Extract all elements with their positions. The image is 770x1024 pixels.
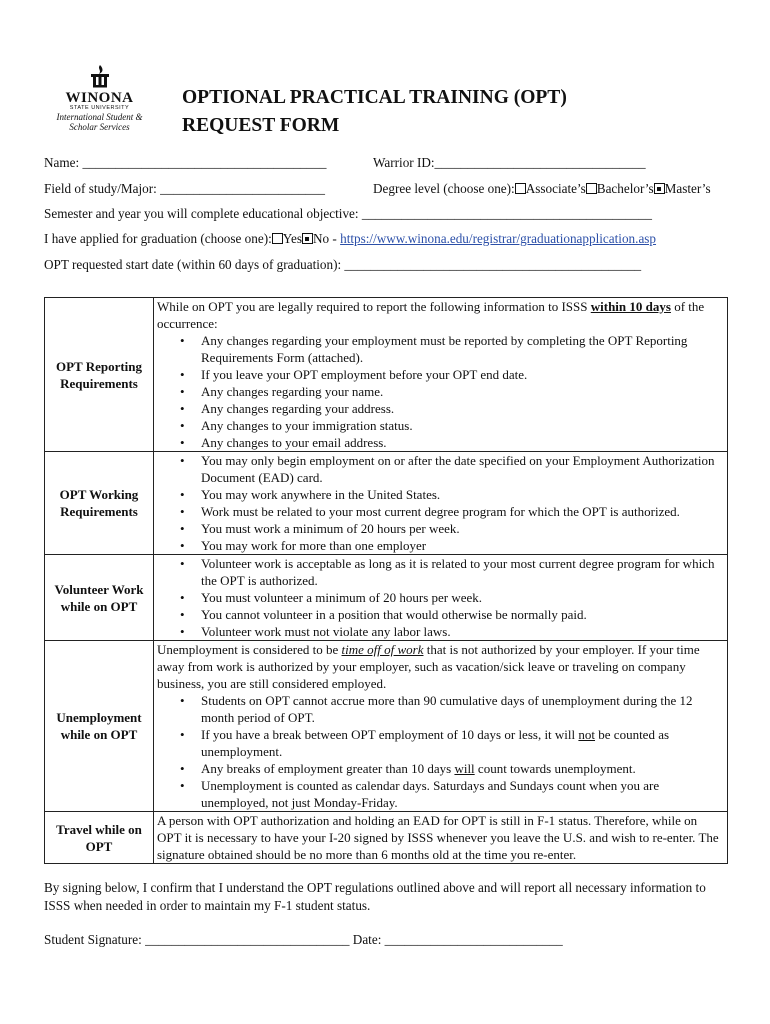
- reporting-list: [157, 332, 723, 451]
- list-item: • You may only begin employment on or after the date specified on your Employment Authorization Document (EAD) card.: [201, 452, 723, 486]
- graduation-label: I have applied for graduation (choose one):: [44, 231, 272, 246]
- graduation-group: [44, 231, 656, 247]
- list-item: • You cannot volunteer in a position that would otherwise be normally paid.: [201, 606, 723, 623]
- requirements-table: [44, 297, 728, 864]
- list-item: • Any changes regarding your address.: [201, 400, 723, 417]
- associates-label: Associate’s: [525, 181, 586, 196]
- reporting-content: [154, 298, 728, 452]
- table-row-unemployment: [45, 641, 728, 812]
- item-text-end: count towards unemployment.: [474, 761, 636, 776]
- reporting-heading: OPT Reporting Requirements: [45, 298, 154, 452]
- item-emphasis: not: [578, 727, 596, 742]
- confirmation-statement: By signing below, I confirm that I understand the OPT regulations outlined above and will report all necessary information to ISSS when needed in order to maintain my F-1 student status.: [44, 880, 706, 913]
- unemployment-intro-text: Unemployment is considered to be: [157, 642, 342, 657]
- working-list: [157, 452, 723, 554]
- reporting-intro-end: of the occurrence:: [157, 299, 705, 331]
- list-item: • You must work a minimum of 20 hours per week.: [201, 520, 723, 537]
- unemployment-intro-end: that is not authorized by your employer. If your time away from work is authorized by your employer, such as vacation/sick leave or traveling on company business, you are still considered employed.: [157, 642, 700, 691]
- item-emphasis: will: [454, 761, 475, 776]
- working-heading: OPT Working Requirements: [45, 452, 154, 555]
- table-row-working: [45, 452, 728, 555]
- table-row-reporting: [45, 298, 728, 452]
- opt-start-date-field[interactable]: OPT requested start date (within 60 days of graduation): _____________________________________________: [44, 257, 642, 272]
- field-of-study-field[interactable]: Field of study/Major: _________________________: [44, 181, 325, 196]
- travel-content: A person with OPT authorization and holding an EAD for OPT is still in F-1 status. Therefore, while on OPT it is necessary to have your I-20 signed by ISSS whenever you leave the U.S. and wish to re-enter. The signature obtained should be no more than 6 months old at the time you re-enter.: [154, 812, 728, 864]
- bachelors-label: Bachelor’s: [596, 181, 654, 196]
- volunteer-heading: Volunteer Work while on OPT: [45, 555, 154, 641]
- torch-crest-icon: [85, 64, 115, 90]
- logo-department-line2: Scholar Services: [69, 122, 130, 132]
- list-item: [201, 760, 723, 777]
- list-item: [201, 726, 723, 760]
- item-text: If you have a break between OPT employment of 10 days or less, it will: [201, 727, 579, 742]
- volunteer-list: [157, 555, 723, 640]
- volunteer-content: [154, 555, 728, 641]
- unemployment-heading: Unemployment while on OPT: [45, 641, 154, 812]
- graduation-yes-checkbox[interactable]: [272, 233, 283, 244]
- list-item: • Unemployment is counted as calendar days. Saturdays and Sundays count when you are unemployed, not just Monday-Friday.: [201, 777, 723, 811]
- reporting-intro-emphasis: within 10 days: [590, 299, 671, 314]
- list-item: • Any changes regarding your employment must be reported by completing the OPT Reporting Requirements Form (attached).: [201, 332, 723, 366]
- list-item: • Students on OPT cannot accrue more than 90 cumulative days of unemployment during the 12 month period of OPT.: [201, 692, 723, 726]
- travel-heading: Travel while on OPT: [45, 812, 154, 864]
- semester-field[interactable]: Semester and year you will complete educational objective: ____________________________________________: [44, 206, 652, 221]
- table-row-travel: [45, 812, 728, 864]
- logo-wordmark: WINONA: [65, 90, 134, 106]
- item-text-end: be counted as unemployment.: [201, 727, 670, 759]
- list-item: • Volunteer work must not violate any labor laws.: [201, 623, 723, 640]
- university-logo: [52, 64, 147, 144]
- form-title-line2: REQUEST FORM: [182, 115, 340, 136]
- unemployment-intro: [157, 641, 723, 692]
- list-item: • Any changes to your immigration status.: [201, 417, 723, 434]
- logo-department-line1: International Student &: [56, 112, 143, 122]
- logo-subtitle: STATE UNIVERSITY: [69, 105, 130, 111]
- list-item: • Any changes regarding your name.: [201, 383, 723, 400]
- associates-checkbox[interactable]: [515, 183, 526, 194]
- reporting-intro: [157, 298, 723, 332]
- working-content: [154, 452, 728, 555]
- graduation-no-checkbox[interactable]: [302, 233, 313, 244]
- form-title-line1: OPTIONAL PRACTICAL TRAINING (OPT): [182, 87, 567, 108]
- list-item: • Any changes to your email address.: [201, 434, 723, 451]
- masters-checkbox[interactable]: [654, 183, 665, 194]
- warrior-id-field[interactable]: Warrior ID:________________________________: [373, 155, 646, 170]
- masters-label: Master’s: [664, 181, 711, 196]
- bachelors-checkbox[interactable]: [586, 183, 597, 194]
- list-item: • You may work anywhere in the United States.: [201, 486, 723, 503]
- table-row-volunteer: [45, 555, 728, 641]
- list-item: • You may work for more than one employer: [201, 537, 723, 554]
- reporting-intro-text: While on OPT you are legally required to report the following information to ISSS: [157, 299, 591, 314]
- graduation-no-label: No: [312, 231, 330, 246]
- form-title: [182, 84, 567, 140]
- graduation-dash: -: [329, 231, 341, 246]
- graduation-application-link[interactable]: https://www.winona.edu/registrar/graduationapplication.asp: [340, 231, 657, 246]
- degree-level-group: [373, 181, 711, 197]
- graduation-yes-label: Yes: [282, 231, 302, 246]
- list-item: • If you leave your OPT employment before your OPT end date.: [201, 366, 723, 383]
- item-text: Any breaks of employment greater than 10 days: [201, 761, 455, 776]
- unemployment-intro-emphasis: time off of work: [341, 642, 424, 657]
- unemployment-content: [154, 641, 728, 812]
- list-item: • Volunteer work is acceptable as long as it is related to your most current degree program for which the OPT is authorized.: [201, 555, 723, 589]
- list-item: • Work must be related to your most current degree program for which the OPT is authorized.: [201, 503, 723, 520]
- list-item: • You must volunteer a minimum of 20 hours per week.: [201, 589, 723, 606]
- signature-date-line[interactable]: Student Signature: _______________________________ Date: ___________________________: [44, 932, 563, 947]
- degree-level-label: Degree level (choose one):: [373, 181, 515, 196]
- unemployment-list: [157, 692, 723, 811]
- name-field[interactable]: Name: _____________________________________: [44, 155, 327, 170]
